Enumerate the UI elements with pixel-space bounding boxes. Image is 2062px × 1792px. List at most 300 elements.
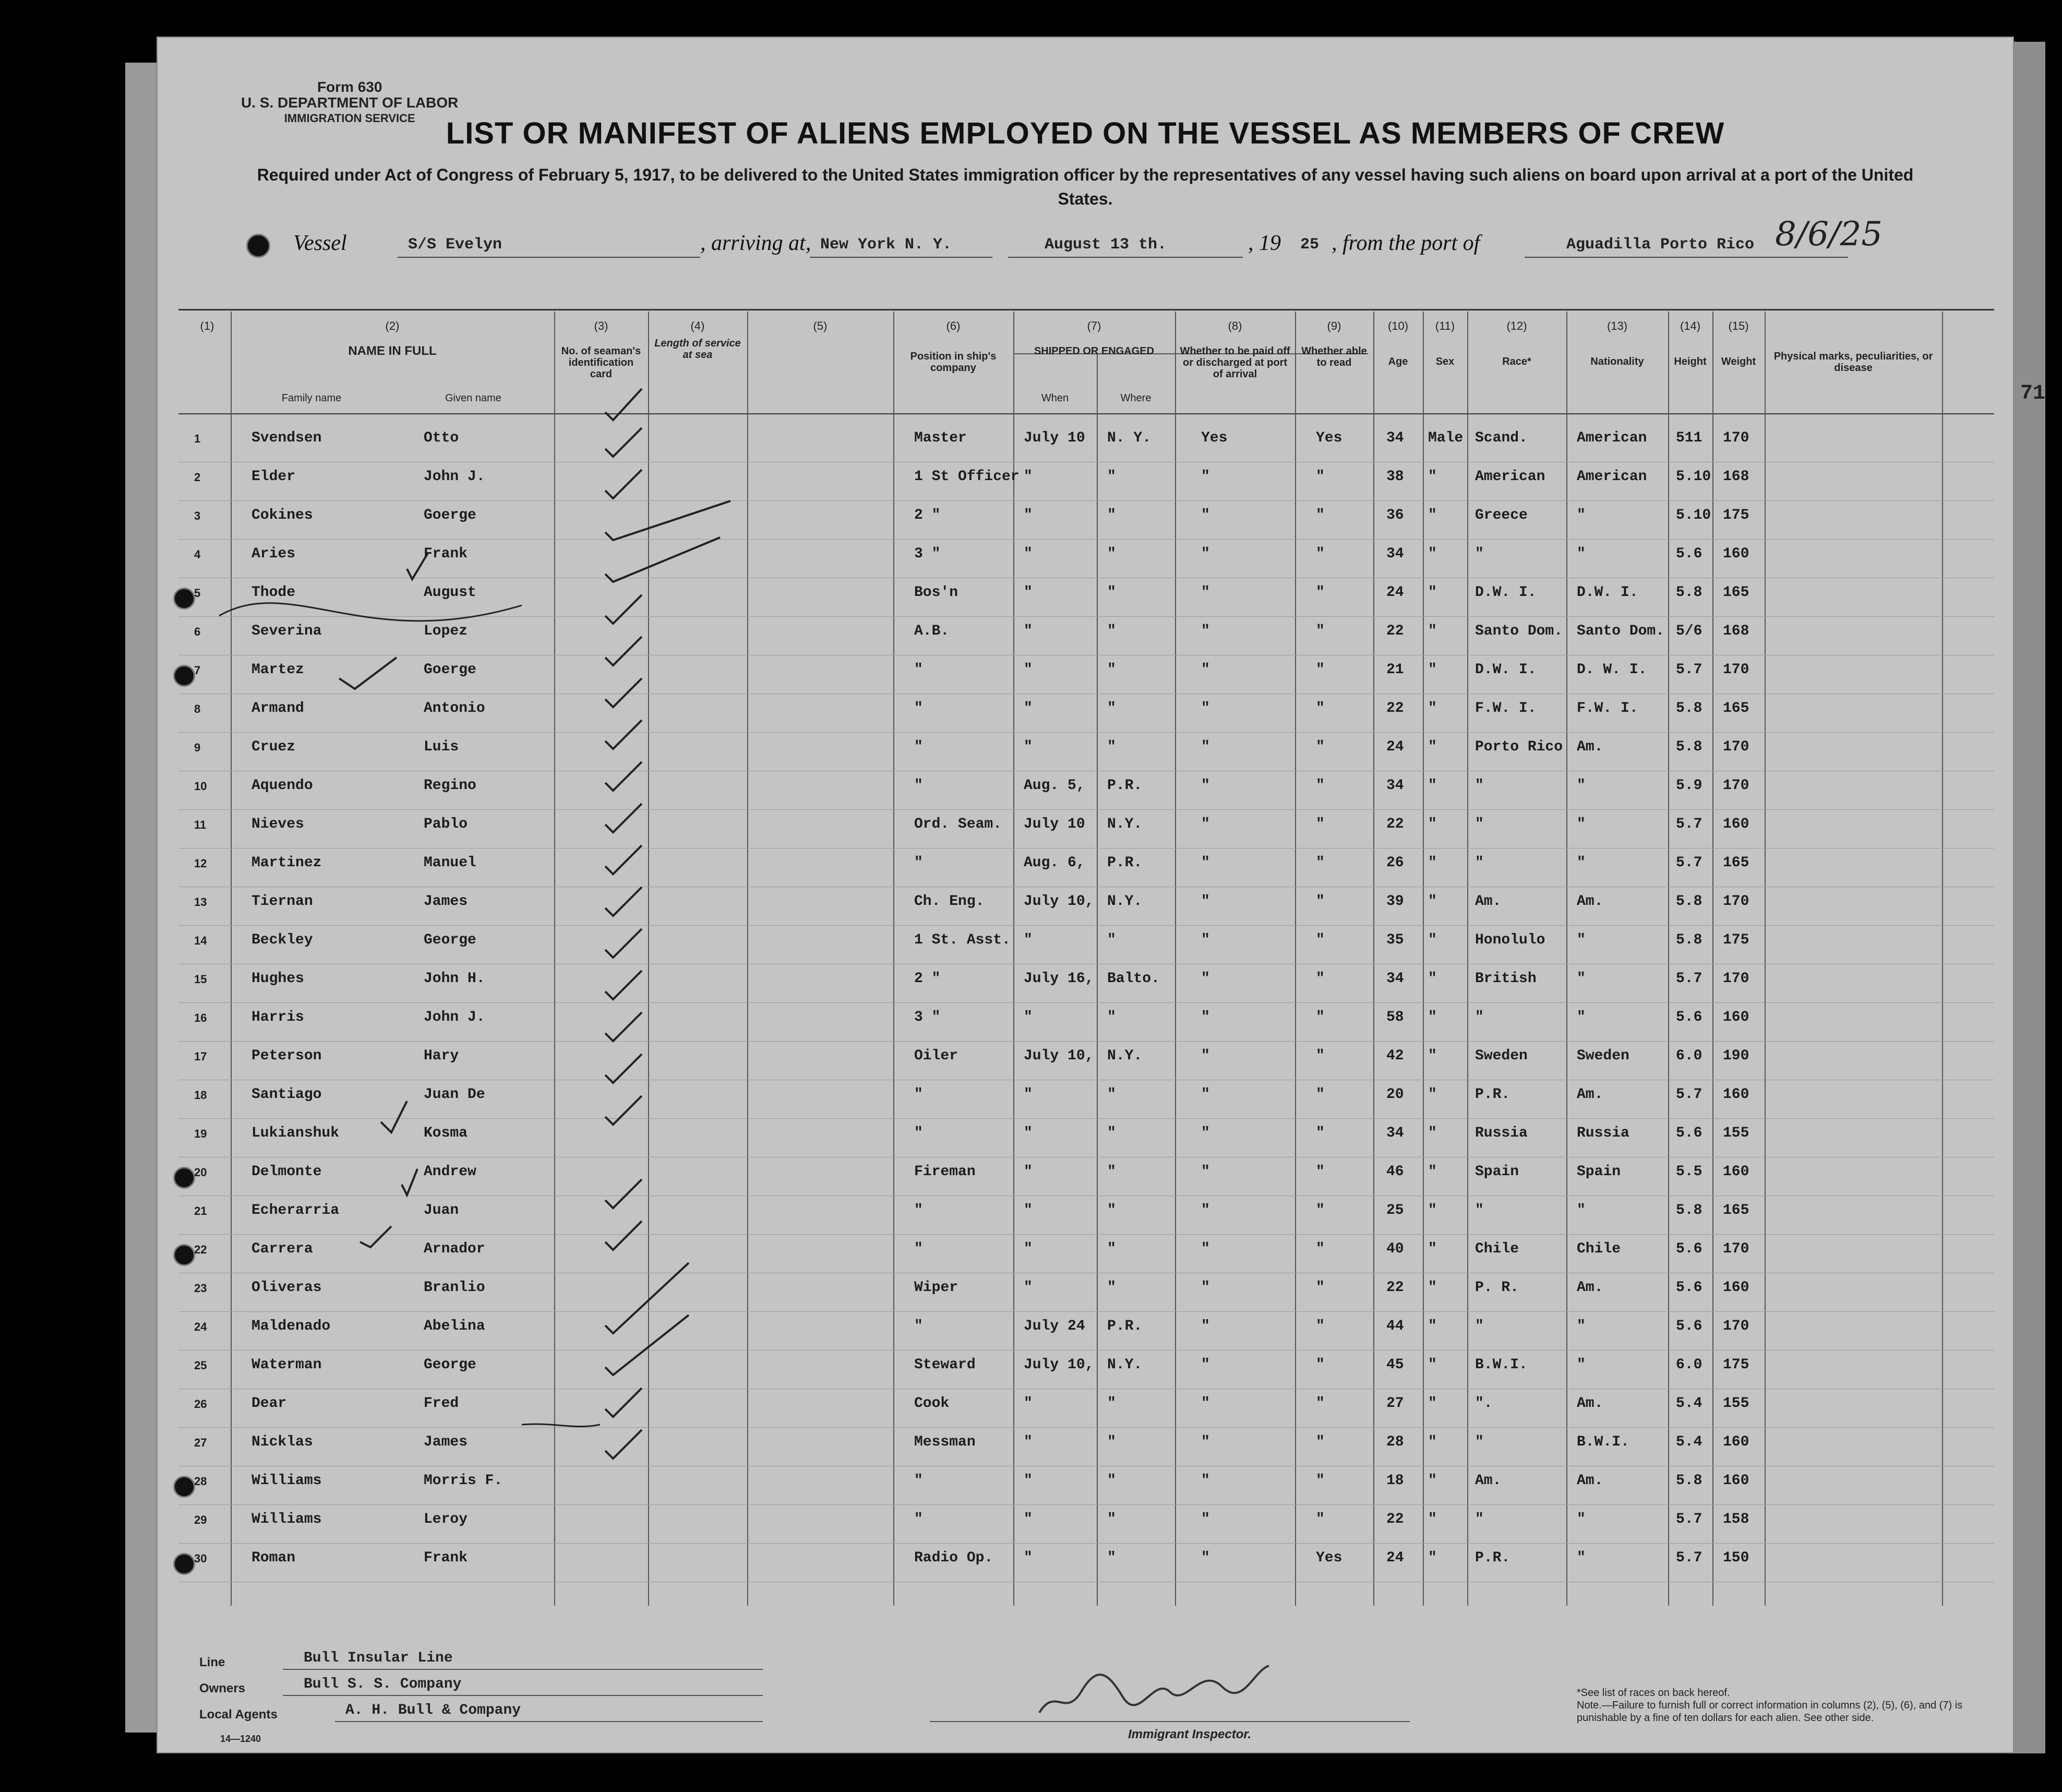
sex-cell: " [1428,584,1437,601]
table-row [178,964,1994,1003]
nationality-cell: American [1577,469,1647,485]
age-cell: 34 [1386,430,1404,446]
shipped-where-cell: N.Y. [1107,1048,1143,1064]
age-cell: 22 [1386,1511,1404,1527]
shipped-where-cell: P.R. [1107,1318,1143,1334]
family-name-cell: Maldenado [251,1318,331,1334]
nationality-cell: " [1577,507,1586,523]
family-name-cell: Aquendo [251,778,313,794]
shipped-where-cell: " [1107,1125,1116,1141]
age-cell: 38 [1386,469,1404,485]
sheet-number: 71 [2020,382,2046,405]
paid-off-cell: " [1201,1048,1210,1064]
paid-off-cell: " [1201,1164,1210,1180]
able-to-read-cell: " [1316,469,1325,485]
family-name-cell: Echerarria [251,1202,340,1218]
sex-cell: " [1428,855,1437,871]
able-to-read-cell: " [1316,1434,1325,1450]
year-label: , 19 [1248,231,1281,255]
arriving-label: , arriving at, [700,231,811,255]
row-number-cell: 18 [194,1089,207,1102]
table-row [178,617,1994,655]
row-number-cell: 9 [194,741,201,754]
nationality-cell: Am. [1577,1395,1603,1412]
age-cell: 25 [1386,1202,1404,1218]
race-cell: Russia [1475,1125,1528,1141]
column-number: (7) [1087,319,1101,332]
age-header: Age [1388,356,1408,367]
row-number-cell: 19 [194,1127,207,1140]
given-name-cell: Branlio [424,1280,485,1296]
race-cell: " [1475,1511,1484,1527]
age-cell: 22 [1386,623,1404,639]
row-number-cell: 30 [194,1552,207,1565]
sex-cell: " [1428,1550,1437,1566]
shipped-where-cell: " [1107,1550,1116,1566]
family-name-cell: Martez [251,662,304,678]
hole-punch [173,588,195,610]
height-cell: 5.7 [1676,662,1703,678]
paid-off-cell: " [1201,700,1210,716]
given-name-cell: James [424,1434,468,1450]
family-name-cell: Peterson [251,1048,322,1064]
nationality-cell: Santo Dom. [1577,623,1665,639]
position-cell: " [914,855,923,871]
family-name-cell: Cokines [251,507,313,523]
department-name: U. S. DEPARTMENT OF LABOR [241,94,459,111]
family-name-cell: Cruez [251,739,296,755]
shipped-when-cell: July 24 [1024,1318,1085,1334]
row-number-cell: 20 [194,1166,207,1179]
shipped-when-cell: " [1024,932,1033,948]
race-cell: P.R. [1475,1550,1510,1566]
where-header: Where [1120,392,1152,404]
shipped-where-cell: " [1107,700,1116,716]
shipped-when-cell: " [1024,1164,1033,1180]
owners-label: Owners [199,1681,246,1695]
table-row [178,926,1994,964]
height-cell: 5.10 [1676,507,1711,523]
race-cell: Scand. [1475,430,1528,446]
nationality-cell: " [1577,546,1586,562]
race-cell: B.W.I. [1475,1357,1528,1373]
able-to-read-cell: " [1316,932,1325,948]
nationality-cell: B.W.I. [1577,1434,1629,1450]
position-cell: " [914,1241,923,1257]
sex-cell: " [1428,971,1437,987]
sex-cell: " [1428,1318,1437,1334]
able-to-read-cell: " [1316,1164,1325,1180]
paid-off-cell: " [1201,1318,1210,1334]
given-name-cell: Andrew [424,1164,476,1180]
height-cell: 5.6 [1676,1241,1703,1257]
row-number-cell: 25 [194,1359,207,1372]
shipped-when-cell: " [1024,1009,1033,1025]
weight-cell: 170 [1723,1318,1749,1334]
service-name: IMMIGRATION SERVICE [284,112,415,125]
paid-off-cell: " [1201,1009,1210,1025]
table-row [178,540,1994,578]
nationality-cell: Spain [1577,1164,1621,1180]
shipped-where-cell: " [1107,1473,1116,1489]
position-cell: Radio Op. [914,1550,993,1566]
family-name-cell: Martinez [251,855,322,871]
row-number-cell: 28 [194,1475,207,1488]
table-row [178,771,1994,810]
arrival-port: New York N. Y. [820,236,952,254]
shipped-where-cell: N. Y. [1107,430,1152,446]
position-cell: Bos'n [914,584,958,601]
family-name-cell: Oliveras [251,1280,322,1296]
sex-cell: " [1428,662,1437,678]
race-cell: P. R. [1475,1280,1519,1296]
family-name-cell: Santiago [251,1086,322,1103]
paid-off-cell: " [1201,546,1210,562]
age-cell: 34 [1386,546,1404,562]
family-name-cell: Williams [251,1473,322,1489]
position-cell: 1 St. Asst. [914,932,1011,948]
shipped-when-cell: " [1024,1473,1033,1489]
row-number-cell: 3 [194,509,201,522]
sex-cell: " [1428,1241,1437,1257]
arrival-date: August 13 th. [1045,236,1167,254]
given-name-cell: James [424,893,468,910]
table-row [178,655,1994,694]
able-to-read-cell: " [1316,700,1325,716]
arrival-year: 25 [1300,236,1320,254]
column-number: (11) [1435,319,1455,332]
paid-off-cell: " [1201,469,1210,485]
shipped-when-cell: " [1024,700,1033,716]
height-cell: 5.4 [1676,1395,1703,1412]
shipped-where-cell: " [1107,623,1116,639]
paid-off-cell: " [1201,778,1210,794]
able-to-read-cell: " [1316,739,1325,755]
paid-off-cell: " [1201,1395,1210,1412]
age-cell: 22 [1386,816,1404,832]
able-to-read-cell: " [1316,662,1325,678]
given-name-cell: Arnador [424,1241,485,1257]
weight-cell: 165 [1723,855,1749,871]
age-cell: 44 [1386,1318,1404,1334]
able-to-read-cell: " [1316,1357,1325,1373]
paid-off-cell: " [1201,662,1210,678]
weight-cell: 170 [1723,430,1749,446]
paid-off-cell: " [1201,1511,1210,1527]
shipped-when-cell: July 10, [1024,1048,1094,1064]
age-cell: 18 [1386,1473,1404,1489]
given-name-cell: George [424,1357,476,1373]
shipped-when-cell: July 16, [1024,971,1094,987]
paid-off-cell: " [1201,507,1210,523]
shipped-where-cell: N.Y. [1107,816,1143,832]
manifest-sheet [157,37,2046,1753]
sex-cell: " [1428,623,1437,639]
race-cell: Greece [1475,507,1528,523]
weight-cell: 158 [1723,1511,1749,1527]
row-number-cell: 12 [194,857,207,870]
weight-cell: 160 [1723,1164,1749,1180]
age-cell: 46 [1386,1164,1404,1180]
age-cell: 34 [1386,1125,1404,1141]
weight-cell: 170 [1723,662,1749,678]
race-header: Race* [1502,356,1531,367]
family-name-cell: Lukianshuk [251,1125,340,1141]
name-in-full-header: NAME IN FULL [348,344,437,358]
paid-off-cell: " [1201,971,1210,987]
given-name-cell: Abelina [424,1318,485,1334]
shipped-where-cell: " [1107,739,1116,755]
inspector-signature [1034,1655,1274,1723]
table-row [178,694,1994,733]
able-to-read-cell: " [1316,1395,1325,1412]
position-cell: Ch. Eng. [914,893,985,910]
table-row [178,1466,1994,1505]
hole-punch [173,665,195,687]
weight-cell: 170 [1723,1241,1749,1257]
column-number: (9) [1327,319,1341,332]
vessel-line [231,215,1932,267]
given-name-cell: Goerge [424,662,476,678]
nationality-header: Nationality [1590,356,1644,367]
height-cell: 6.0 [1676,1357,1703,1373]
paid-off-cell: " [1201,1202,1210,1218]
given-name-cell: Otto [424,430,459,446]
paid-off-cell: " [1201,1434,1210,1450]
sex-cell: " [1428,1395,1437,1412]
family-name-cell: Hughes [251,971,304,987]
shipped-where-cell: " [1107,1241,1116,1257]
position-cell: " [914,662,923,678]
row-number-cell: 16 [194,1011,207,1024]
row-number-cell: 24 [194,1320,207,1333]
given-name-cell: Juan De [424,1086,485,1103]
race-cell: " [1475,1202,1484,1218]
weight-cell: 175 [1723,507,1749,523]
age-cell: 22 [1386,700,1404,716]
race-cell: Porto Rico [1475,739,1563,755]
sex-cell: " [1428,1125,1437,1141]
sex-cell: " [1428,1048,1437,1064]
age-cell: 42 [1386,1048,1404,1064]
weight-cell: 170 [1723,971,1749,987]
column-number: (12) [1506,319,1527,332]
age-cell: 34 [1386,971,1404,987]
weight-cell: 160 [1723,546,1749,562]
age-cell: 21 [1386,662,1404,678]
sex-cell: " [1428,778,1437,794]
table-row [178,578,1994,617]
column-number: (13) [1607,319,1628,332]
sex-cell: " [1428,546,1437,562]
weight-cell: 150 [1723,1550,1749,1566]
table-row [178,1119,1994,1157]
paid-off-cell: " [1201,893,1210,910]
height-cell: 5.8 [1676,1202,1703,1218]
nationality-cell: Chile [1577,1241,1621,1257]
given-name-cell: Antonio [424,700,485,716]
table-row [178,1312,1994,1351]
paid-off-cell: Yes [1201,430,1228,446]
height-cell: 5.6 [1676,1280,1703,1296]
race-cell: Am. [1475,1473,1502,1489]
row-number-cell: 14 [194,934,207,947]
shipped-where-cell: " [1107,1086,1116,1103]
sex-cell: " [1428,1202,1437,1218]
race-cell: " [1475,1318,1484,1334]
family-name-cell: Carrera [251,1241,313,1257]
race-cell: F.W. I. [1475,700,1537,716]
paid-off-cell: " [1201,816,1210,832]
height-cell: 5.8 [1676,584,1703,601]
able-to-read-cell: " [1316,1048,1325,1064]
service-length-header: Length of service at sea [654,338,741,361]
paid-off-cell: " [1201,855,1210,871]
shipped-where-cell: P.R. [1107,778,1143,794]
shipped-when-cell: " [1024,1434,1033,1450]
table-row [178,1042,1994,1080]
position-cell: " [914,1511,923,1527]
shipped-where-cell: " [1107,1511,1116,1527]
table-row [178,1080,1994,1119]
given-name-cell: Morris F. [424,1473,503,1489]
height-cell: 5.6 [1676,1318,1703,1334]
race-cell: Am. [1475,893,1502,910]
shipped-when-cell: " [1024,1395,1033,1412]
races-note: *See list of races on back hereof. [1577,1687,1730,1699]
race-cell: " [1475,778,1484,794]
position-cell: " [914,1202,923,1218]
row-number-cell: 17 [194,1050,207,1063]
table-row [178,1428,1994,1466]
nationality-cell: Am. [1577,1086,1603,1103]
height-cell: 5.6 [1676,546,1703,562]
sex-cell: " [1428,1086,1437,1103]
paid-off-cell: " [1201,1241,1210,1257]
row-number-cell: 6 [194,625,201,638]
sex-cell: " [1428,1473,1437,1489]
nationality-cell: Am. [1577,739,1603,755]
shipped-when-cell: " [1024,469,1033,485]
family-name-cell: Delmonte [251,1164,322,1180]
sex-cell: " [1428,700,1437,716]
weight-cell: 170 [1723,739,1749,755]
nationality-cell: " [1577,1009,1586,1025]
shipped-where-cell: " [1107,1280,1116,1296]
shipped-where-cell: " [1107,932,1116,948]
weight-cell: 175 [1723,932,1749,948]
weight-cell: 170 [1723,778,1749,794]
table-row [178,501,1994,540]
height-cell: 5.6 [1676,1009,1703,1025]
height-cell: 5/6 [1676,623,1703,639]
family-name-cell: Elder [251,469,296,485]
shipped-when-cell: " [1024,1125,1033,1141]
row-number-cell: 11 [194,818,207,831]
position-cell: Cook [914,1395,950,1412]
physical-marks-header: Physical marks, peculiarities, or disease [1773,351,1933,374]
shipped-when-cell: July 10, [1024,893,1094,910]
shipped-when-cell: " [1024,1241,1033,1257]
shipped-where-cell: " [1107,1164,1116,1180]
height-cell: 5.8 [1676,893,1703,910]
sex-cell: " [1428,1434,1437,1450]
shipped-when-cell: Aug. 6, [1024,855,1085,871]
age-cell: 24 [1386,739,1404,755]
from-port-label: , from the port of [1332,231,1480,255]
row-number-cell: 1 [194,432,201,445]
position-cell: 3 " [914,546,941,562]
page-title: LIST OR MANIFEST OF ALIENS EMPLOYED ON THE VESSEL AS MEMBERS OF CREW [446,116,1725,150]
given-name-cell: Hary [424,1048,459,1064]
family-name-cell: Dear [251,1395,287,1412]
row-number-cell: 27 [194,1436,207,1449]
column-number: (4) [690,319,705,332]
shipped-where-cell: N.Y. [1107,1357,1143,1373]
paid-off-cell: " [1201,739,1210,755]
given-name-cell: John J. [424,469,485,485]
shipped-when-cell: July 10, [1024,1357,1094,1373]
paid-off-cell: " [1201,1550,1210,1566]
id-card-header: No. of seaman's identification card [561,345,641,380]
sex-cell: " [1428,932,1437,948]
position-cell: " [914,1473,923,1489]
family-name-cell: Aries [251,546,296,562]
shipped-where-cell: " [1107,1202,1116,1218]
able-to-read-cell: " [1316,1280,1325,1296]
height-cell: 5.8 [1676,739,1703,755]
family-name-cell: Williams [251,1511,322,1527]
column-number: (5) [813,319,828,332]
row-number-cell: 29 [194,1513,207,1526]
nationality-cell: " [1577,932,1586,948]
height-cell: 5.7 [1676,816,1703,832]
column-number: (8) [1228,319,1242,332]
family-name-cell: Beckley [251,932,313,948]
nationality-cell: " [1577,1202,1586,1218]
family-name-cell: Nieves [251,816,304,832]
table-row [178,810,1994,849]
nationality-cell: D.W. I. [1577,584,1638,601]
height-cell: 5.7 [1676,1086,1703,1103]
sex-header: Sex [1435,356,1455,367]
handwritten-date: 8/6/25 [1775,215,1883,254]
shipped-when-cell: " [1024,623,1033,639]
weight-cell: 170 [1723,893,1749,910]
race-cell: Spain [1475,1164,1519,1180]
table-row [178,1389,1994,1428]
weight-cell: 165 [1723,1202,1749,1218]
table-row [178,1273,1994,1312]
weight-cell: 155 [1723,1125,1749,1141]
shipped-where-cell: " [1107,584,1116,601]
column-number: (15) [1728,319,1749,332]
shipped-where-cell: " [1107,507,1116,523]
shipped-when-cell: " [1024,1202,1033,1218]
shipped-when-cell: July 10 [1024,816,1085,832]
race-cell: " [1475,546,1484,562]
shipped-when-cell: " [1024,1086,1033,1103]
given-name-cell: Frank [424,546,468,562]
height-cell: 5.8 [1676,932,1703,948]
sex-cell: " [1428,1280,1437,1296]
sex-cell: Male [1428,430,1464,446]
position-cell: 2 " [914,507,941,523]
nationality-cell: " [1577,1357,1586,1373]
table-row [178,887,1994,926]
departure-port: Aguadilla Porto Rico [1566,236,1755,254]
age-cell: 24 [1386,584,1404,601]
